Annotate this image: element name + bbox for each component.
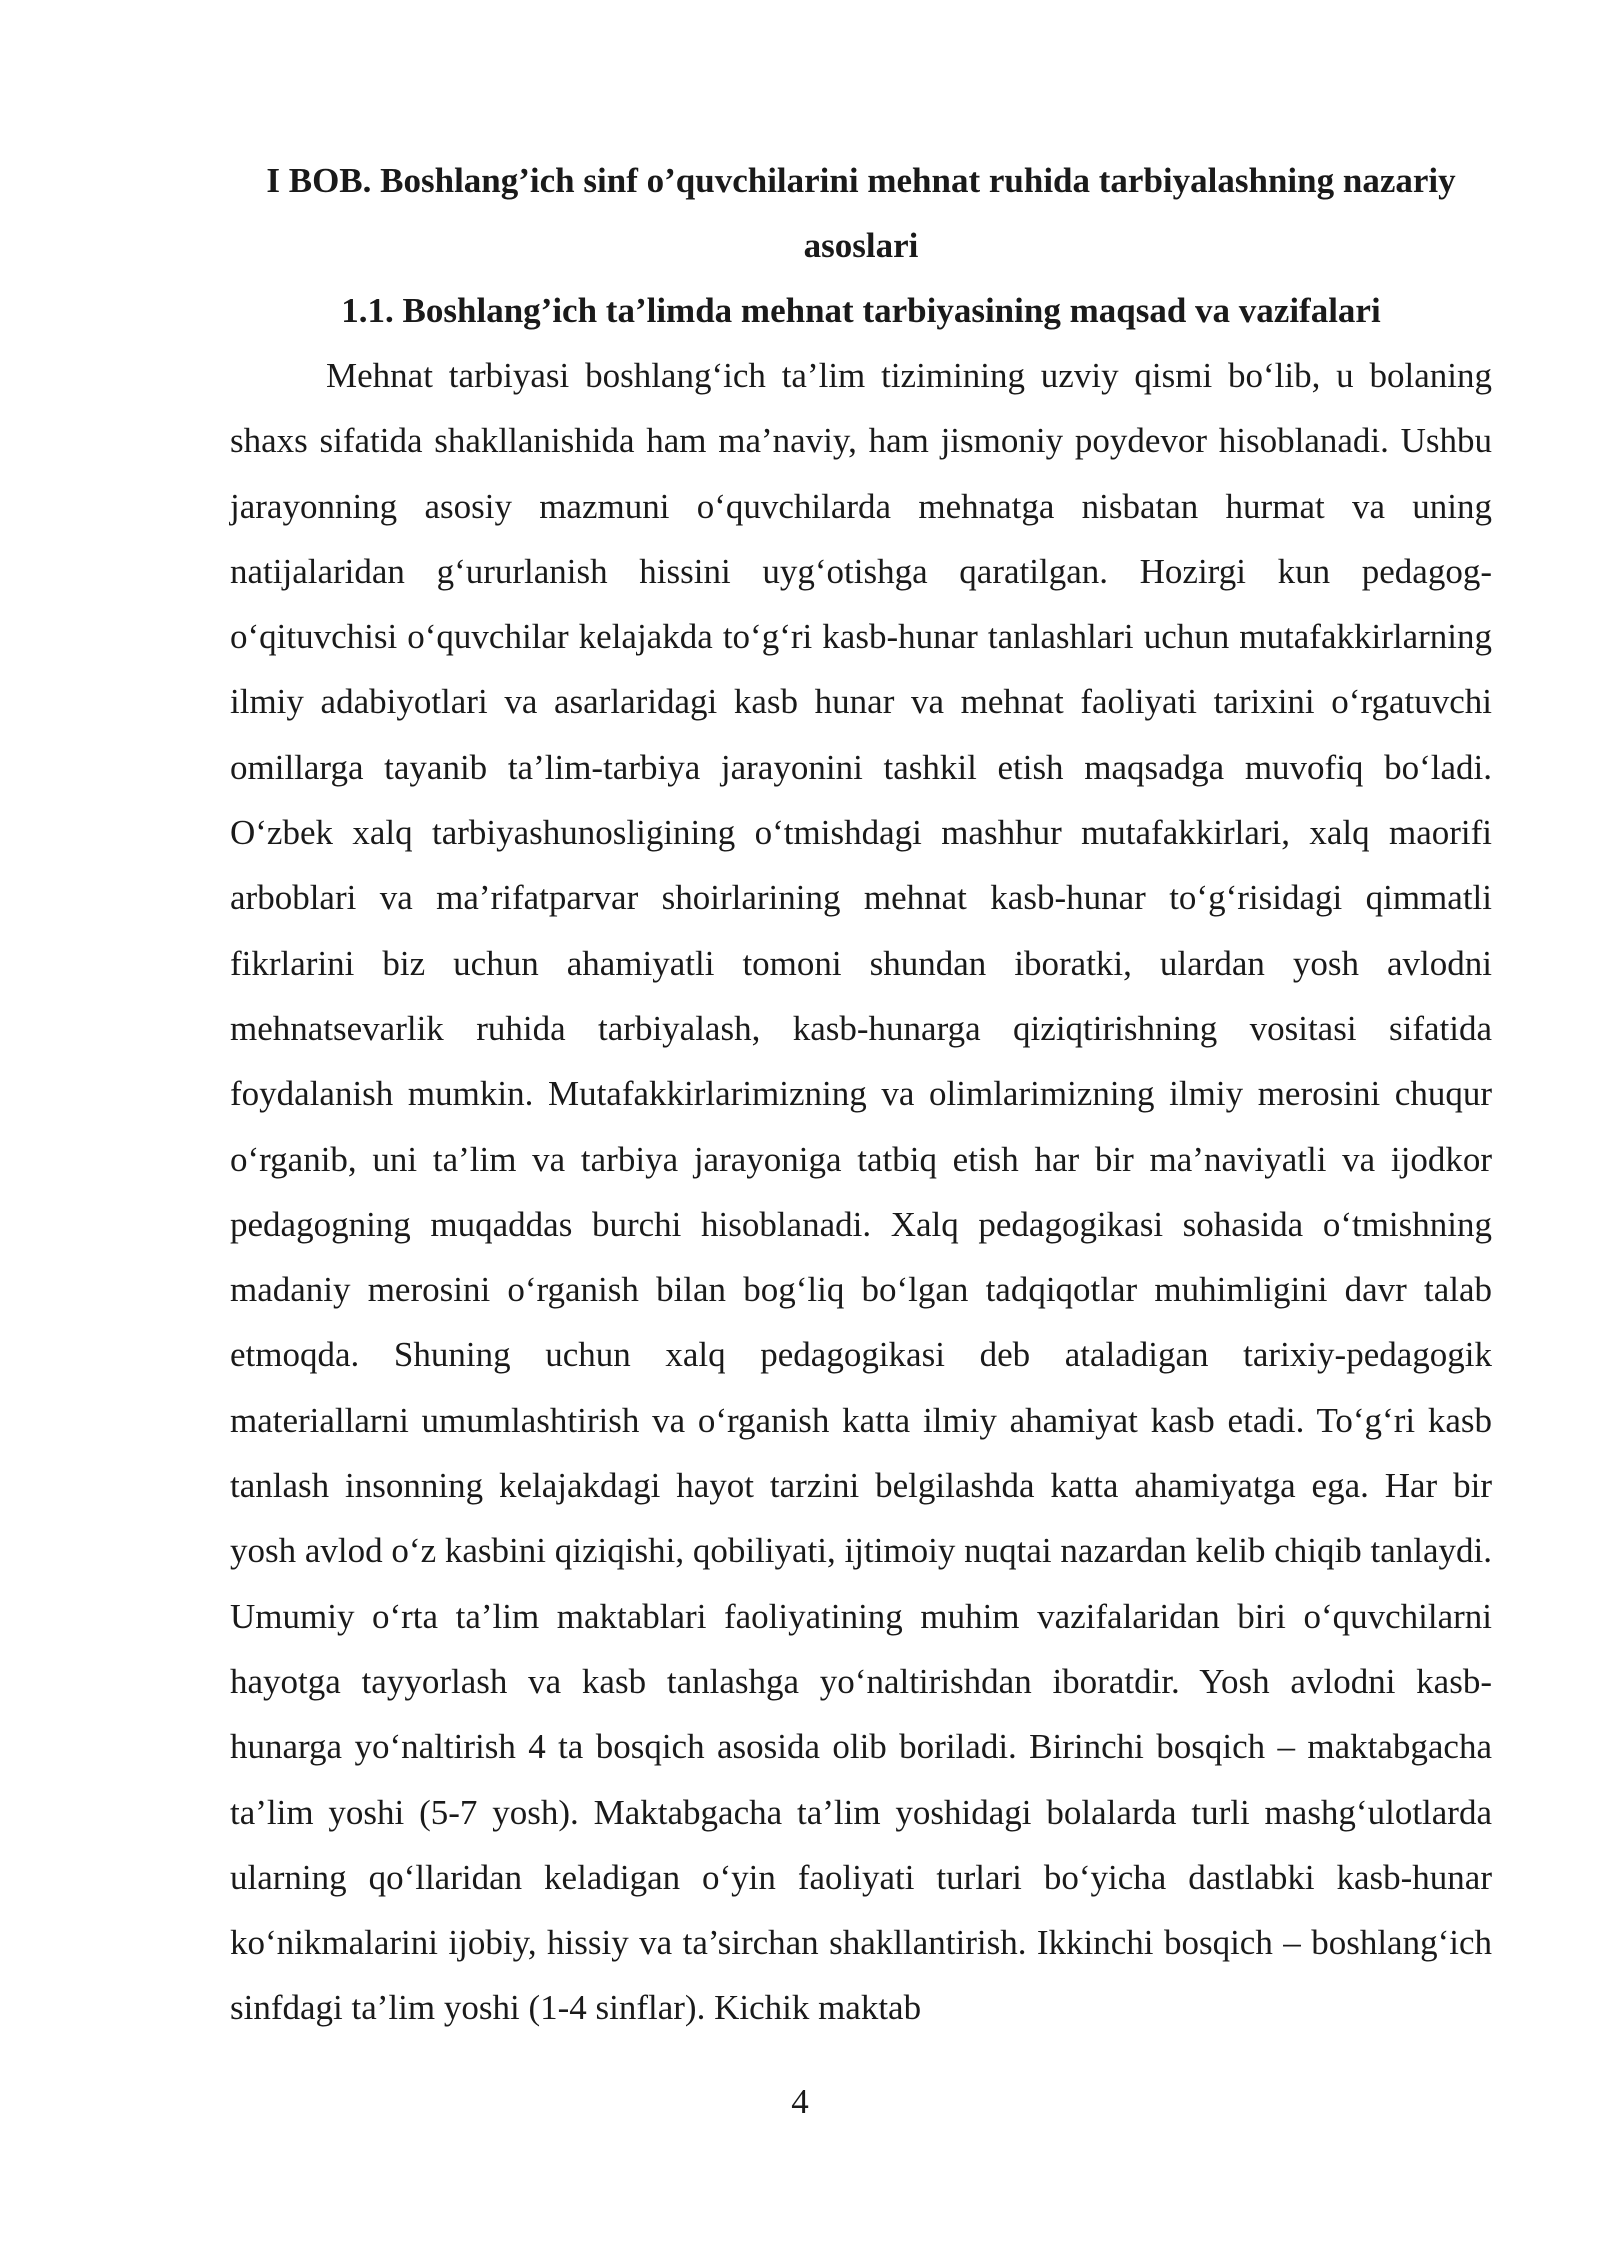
chapter-title: I BOB. Boshlang’ich sinf o’quvchilarini mehnat ruhida tarbiyalashning nazariy asoslari bbox=[266, 161, 1456, 265]
page-number: 4 bbox=[791, 2082, 809, 2121]
body-paragraph: Mehnat tarbiyasi boshlang‘ich ta’lim tizimining uzviy qismi bo‘lib, u bolaning shaxs sifatida shakllanishida ham ma’naviy, ham jismoniy poydevor hisoblanadi. Ushbu jarayonning asosiy mazmuni o‘quvchilarda mehnatga nisbatan hurmat va uning natijalaridan g‘ururlanish hissini uyg‘otishga qaratilgan. Hozirgi kun pedagog-o‘qituvchisi o‘quvchilar kelajakda to‘g‘ri kasb-hunar tanlashlari uchun mutafakkirlarning ilmiy adabiyotlari va asarlaridagi kasb hunar va mehnat faoliyati tarixini o‘rgatuvchi omillarga tayanib ta’lim-tarbiya jarayonini tashkil etish maqsadga muvofiq bo‘ladi. O‘zbek xalq tarbiyashunosligining o‘tmishdagi mashhur mutafakkirlari, xalq maorifi arboblari va ma’rifatparvar shoirlarining mehnat kasb-hunar to‘g‘risidagi qimmatli fikrlarini biz uchun ahamiyatli tomoni shundan iboratki, ulardan yosh avlodni mehnatsevarlik ruhida tarbiyalash, kasb-hunarga qiziqtirishning vositasi sifatida foydalanish mumkin. Mutafakkirlarimizning va olimlarimizning ilmiy merosini chuqur o‘rganib, uni ta’lim va tarbiya jarayoniga tatbiq etish har bir ma’naviyatli va ijodkor pedagogning muqaddas burchi hisoblanadi. Xalq pedagogikasi sohasida o‘tmishning madaniy merosini o‘rganish bilan bog‘liq bo‘lgan tadqiqotlar muhimligini davr talab etmoqda. Shuning uchun xalq pedagogikasi deb ataladigan tarixiy-pedagogik materiallarni umumlashtirish va o‘rganish katta ilmiy ahamiyat kasb etadi. To‘g‘ri kasb tanlash insonning kelajakdagi hayot tarzini belgilashda katta ahamiyatga ega. Har bir yosh avlod o‘z kasbini qiziqishi, qobiliyati, ijtimoiy nuqtai nazardan kelib chiqib tanlaydi. Umumiy o‘rta ta’lim maktablari faoliyatining muhim vazifalaridan biri o‘quvchilarni hayotga tayyorlash va kasb tanlashga yo‘naltirishdan iboratdir. Yosh avlodni kasb-hunarga yo‘naltirish 4 ta bosqich asosida olib boriladi. Birinchi bosqich – maktabgacha ta’lim yoshi (5-7 yosh). Maktabgacha ta’lim yoshidagi bolalarda turli mashg‘ulotlarda ularning qo‘llaridan keladigan o‘yin faoliyati turlari bo‘yicha dastlabki kasb-hunar ko‘nikmalarini ijobiy, hissiy va ta’sirchan shakllantirish. Ikkinchi bosqich – boshlang‘ich sinfdagi ta’lim yoshi (1-4 sinflar). Kichik maktab bbox=[230, 356, 1492, 2028]
section-title: 1.1. Boshlang’ich ta’limda mehnat tarbiyasining maqsad va vazifalari bbox=[341, 291, 1381, 330]
document-page bbox=[230, 148, 1492, 2041]
